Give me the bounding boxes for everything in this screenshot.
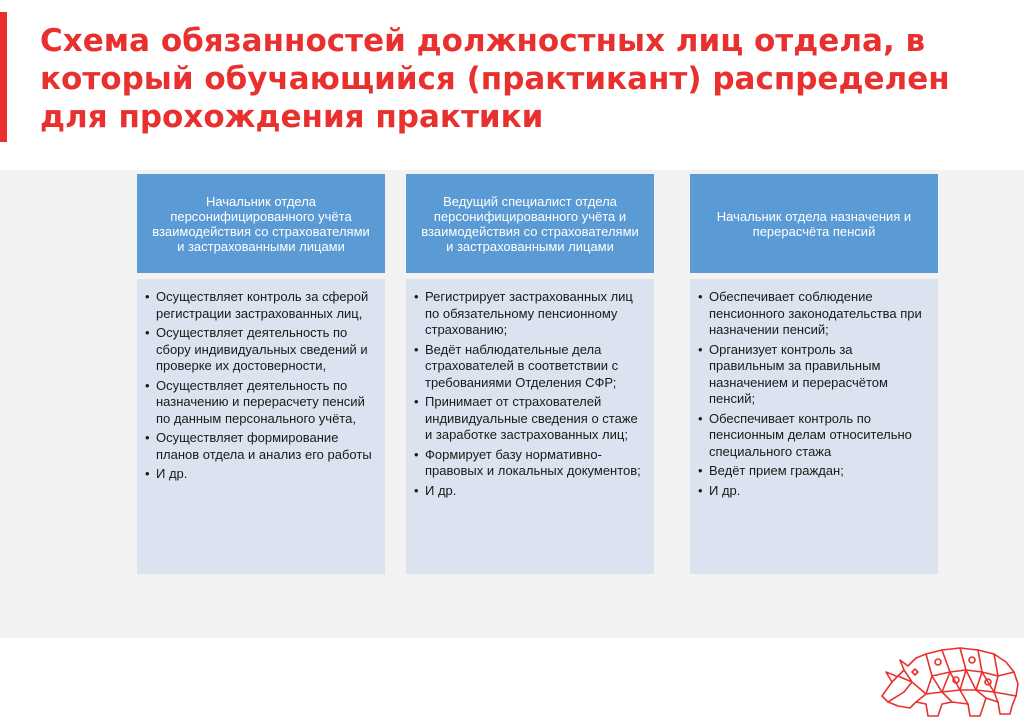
duty-item: • Ведёт наблюдательные дела страхователей в соответствии с требованиями Отделения СФР;: [414, 342, 646, 392]
duty-item: • Осуществляет деятельность по сбору индивидуальных сведений и проверке их достоверности,: [145, 325, 377, 375]
duty-item: • Организует контроль за правильным за правильным назначением и перерасчётом пенсий;: [698, 342, 930, 408]
duty-item: • И др.: [145, 466, 377, 483]
column-head-of-pensions: [690, 174, 938, 574]
duty-item: • Обеспечивает соблюдение пенсионного законодательства при назначении пенсий;: [698, 289, 930, 339]
column-header: [406, 174, 654, 273]
column-body: [690, 279, 938, 574]
column-lead-specialist: [406, 174, 654, 574]
duties-list: [145, 289, 377, 483]
duty-item: • Формирует базу нормативно-правовых и локальных документов;: [414, 447, 646, 480]
duty-item: • И др.: [698, 483, 930, 500]
accent-bar: [0, 12, 7, 142]
column-body: [406, 279, 654, 574]
column-header-text: Начальник отдела назначения и перерасчёта пенсий: [716, 208, 912, 239]
duty-item: • Осуществляет формирование планов отдела и анализ его работы: [145, 430, 377, 463]
column-header-text: Ведущий специалист отдела персонифицированного учёта и взаимодействия со страхователями и застрахованными лицами: [421, 193, 639, 254]
duties-list: [414, 289, 646, 499]
duty-item: • Ведёт прием граждан;: [698, 463, 930, 480]
duty-item: • Принимает от страхователей индивидуальные сведения о стаже и заработке застрахованных лиц;: [414, 394, 646, 444]
column-head-of-records: [137, 174, 385, 574]
slide-title: Схема обязанностей должностных лиц отдела, в который обучающийся (практикант) распределен для прохождения практики: [40, 23, 950, 135]
column-header-text: Начальник отдела персонифицированного учёта взаимодействия со страхователями и застрахованными лицами: [152, 193, 370, 254]
column-header: [137, 174, 385, 273]
rhino-logo-icon: [876, 636, 1024, 718]
duty-item: • Регистрирует застрахованных лиц по обязательному пенсионному страхованию;: [414, 289, 646, 339]
duty-item: • И др.: [414, 483, 646, 500]
duty-item: • Осуществляет контроль за сферой регистрации застрахованных лиц,: [145, 289, 377, 322]
column-body: [137, 279, 385, 574]
duty-item: • Обеспечивает контроль по пенсионным делам относительно специального стажа: [698, 411, 930, 461]
column-header: [690, 174, 938, 273]
duties-list: [698, 289, 930, 499]
duty-item: • Осуществляет деятельность по назначению и перерасчету пенсий по данным персонального учёта,: [145, 378, 377, 428]
